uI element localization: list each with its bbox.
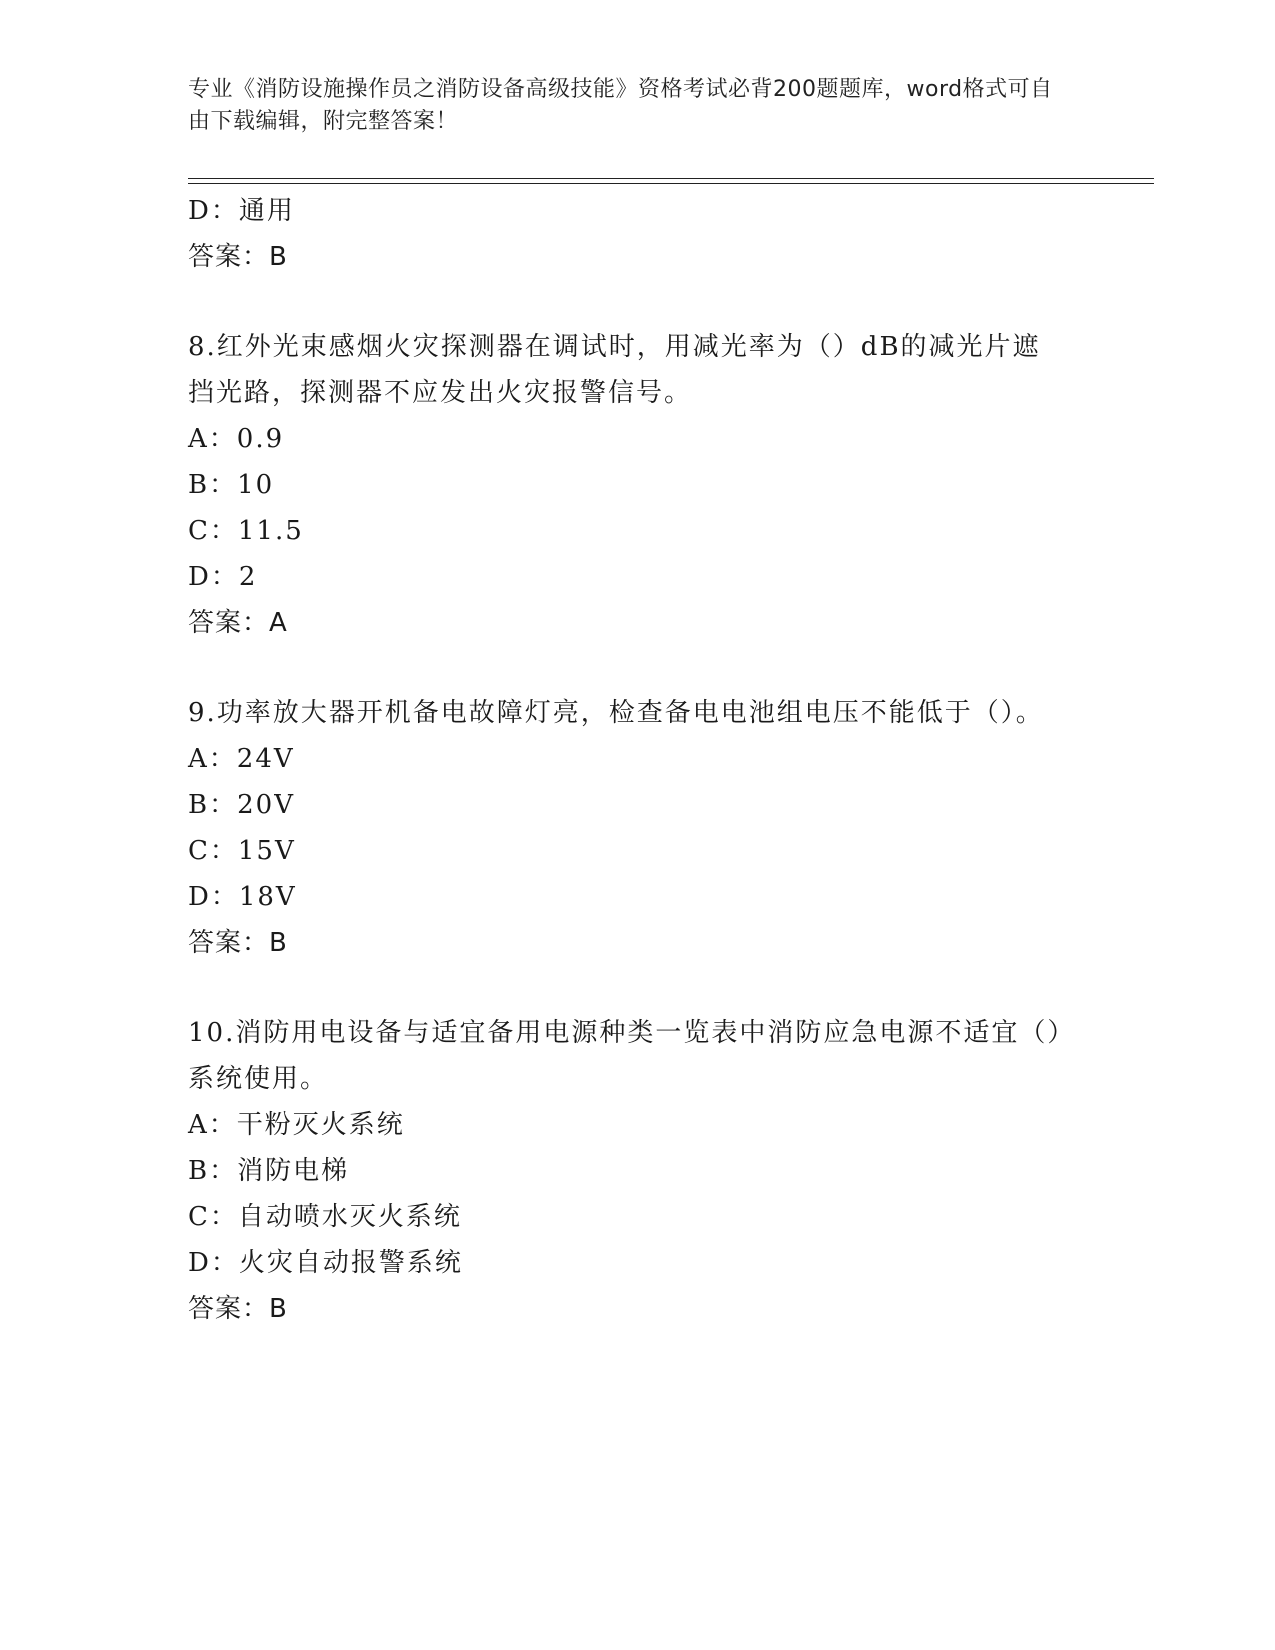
answer: 答案：B [188, 928, 288, 958]
answer: 答案：A [188, 608, 288, 638]
answer: 答案：B [188, 242, 288, 272]
option-a: A：干粉灭火系统 [188, 1110, 405, 1140]
question-text: 10.消防用电设备与适宜备用电源种类一览表中消防应急电源不适宜（）系统使用。 [188, 1018, 1063, 1094]
option-b: B：20V [188, 790, 295, 820]
option-d: D：通用 [188, 196, 295, 226]
question-text: 9.功率放大器开机备电故障灯亮，检查备电电池组电压不能低于（）。 [188, 698, 1044, 728]
header-rule-bottom [188, 183, 1154, 184]
option-d: D：2 [188, 562, 258, 592]
document-header: 专业《消防设施操作员之消防设备高级技能》资格考试必背200题题库，word格式可自由下载编辑，附完整答案！ [188, 77, 1053, 134]
option-b: B：10 [188, 470, 275, 500]
question-text: 8.红外光束感烟火灾探测器在调试时，用减光率为（）dB的减光片遮挡光路，探测器不应发出火灾报警信号。 [188, 332, 1041, 408]
question-9 [188, 690, 1088, 966]
option-a: A：0.9 [188, 424, 285, 454]
option-d: D：火灾自动报警系统 [188, 1248, 463, 1278]
option-d: D：18V [188, 882, 297, 912]
option-c: C：自动喷水灭火系统 [188, 1202, 462, 1232]
option-c: C：15V [188, 836, 296, 866]
option-a: A：24V [188, 744, 295, 774]
option-c: C：11.5 [188, 516, 304, 546]
option-b: B：消防电梯 [188, 1156, 350, 1186]
question-10 [188, 1010, 1088, 1332]
answer: 答案：B [188, 1294, 288, 1324]
header-rule-top [188, 178, 1154, 179]
question-8 [188, 324, 1088, 646]
document-body [188, 188, 1088, 1332]
